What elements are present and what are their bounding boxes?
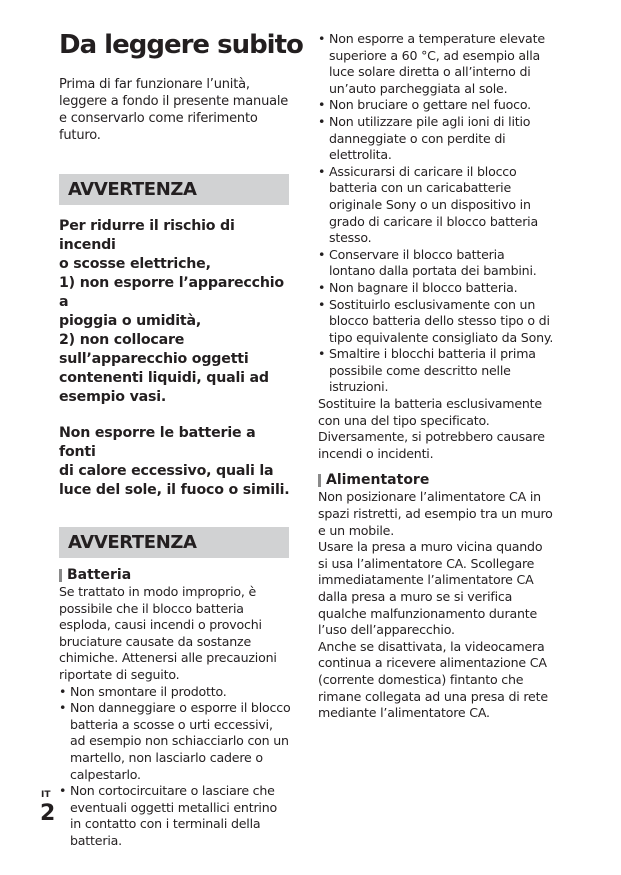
left-column: [59, 28, 303, 850]
right-column: [318, 31, 554, 722]
list-item: • Non bruciare o gettare nel fuoco.: [318, 97, 554, 114]
list-item: • Conservare il blocco batteria lontano dalla portata dei bambini.: [318, 247, 554, 280]
section-marker: [59, 569, 62, 582]
list-item: • Non cortocircuitare o lasciare che eventuali oggetti metallici entrino in contatto con i terminali della batteria.: [59, 783, 291, 849]
intro-text: Prima di far funzionare l’unità, leggere a fondo il presente manuale e conservarlo come riferimento futuro.: [59, 77, 289, 143]
page-number: 2: [40, 801, 56, 826]
adapter-text-1: Non posizionare l’alimentatore CA in spazi ristretti, ad esempio tra un muro e un mobile.: [318, 489, 553, 538]
adapter-text-3: Anche se disattivata, la videocamera continua a ricevere alimentazione CA (corrente domestica) fintanto che rimane collegata ad una presa di rete mediante l’alimentatore CA.: [318, 638, 548, 721]
section-heading-battery: Batteria: [59, 566, 291, 584]
warning-text-heat: Non esporre le batterie a fonti di calore eccessivo, quali la luce del sole, il fuoco o simili.: [59, 425, 290, 498]
list-item: • Non utilizzare pile agli ioni di litio danneggiate o con perdite di elettrolita.: [318, 114, 554, 164]
warning-heading-2: AVVERTENZA: [59, 527, 289, 558]
list-item: • Non esporre a temperature elevate superiore a 60 °C, ad esempio alla luce solare diretta o all’interno di un’auto parcheggiata al sole.: [318, 31, 554, 97]
battery-precautions-list-cont: [318, 31, 554, 396]
list-item: • Smaltire i blocchi batteria il prima possibile come descritto nelle istruzioni.: [318, 346, 554, 396]
replace-battery-text: Sostituire la batteria esclusivamente con una del tipo specificato. Diversamente, si potrebbero causare incendi o incidenti.: [318, 396, 545, 461]
battery-text: Se trattato in modo improprio, è possibile che il blocco batteria esploda, causi incendi o provochi bruciature causate da sostanze chimiche. Attenersi alle precauzioni riportate di seguito.: [59, 584, 277, 682]
section-marker: [318, 474, 321, 487]
list-item: • Non bagnare il blocco batteria.: [318, 280, 554, 297]
page-language-code: IT: [41, 790, 51, 800]
list-item: • Sostituirlo esclusivamente con un blocco batteria dello stesso tipo o di tipo equivalente consigliato da Sony.: [318, 297, 554, 347]
list-item: • Non smontare il prodotto.: [59, 684, 291, 701]
list-item: • Assicurarsi di caricare il blocco batteria con un caricabatterie originale Sony o un dispositivo in grado di caricare il blocco batteria stesso.: [318, 164, 554, 247]
list-item: • Non danneggiare o esporre il blocco batteria a scosse o urti eccessivi, ad esempio non schiacciarlo con un martello, non lasciarlo cadere o calpestarlo.: [59, 700, 291, 783]
page-title: Da leggere subito: [59, 30, 303, 60]
battery-precautions-list: [59, 684, 291, 850]
warning-text-fire: Per ridurre il rischio di incendi o scosse elettriche, 1) non esporre l’apparecchio a pioggia o umidità, 2) non collocare sull’apparecchio oggetti contenenti liquidi, quali ad esempio vasi.: [59, 218, 284, 405]
adapter-text-2: Usare la presa a muro vicina quando si usa l’alimentatore CA. Scollegare immediatamente l’alimentatore CA dalla presa a muro se si verifica qualche malfunzionamento durante l’uso dell’apparecchio.: [318, 539, 543, 638]
section-heading-adapter: Alimentatore: [318, 471, 554, 489]
warning-heading: AVVERTENZA: [59, 174, 289, 205]
